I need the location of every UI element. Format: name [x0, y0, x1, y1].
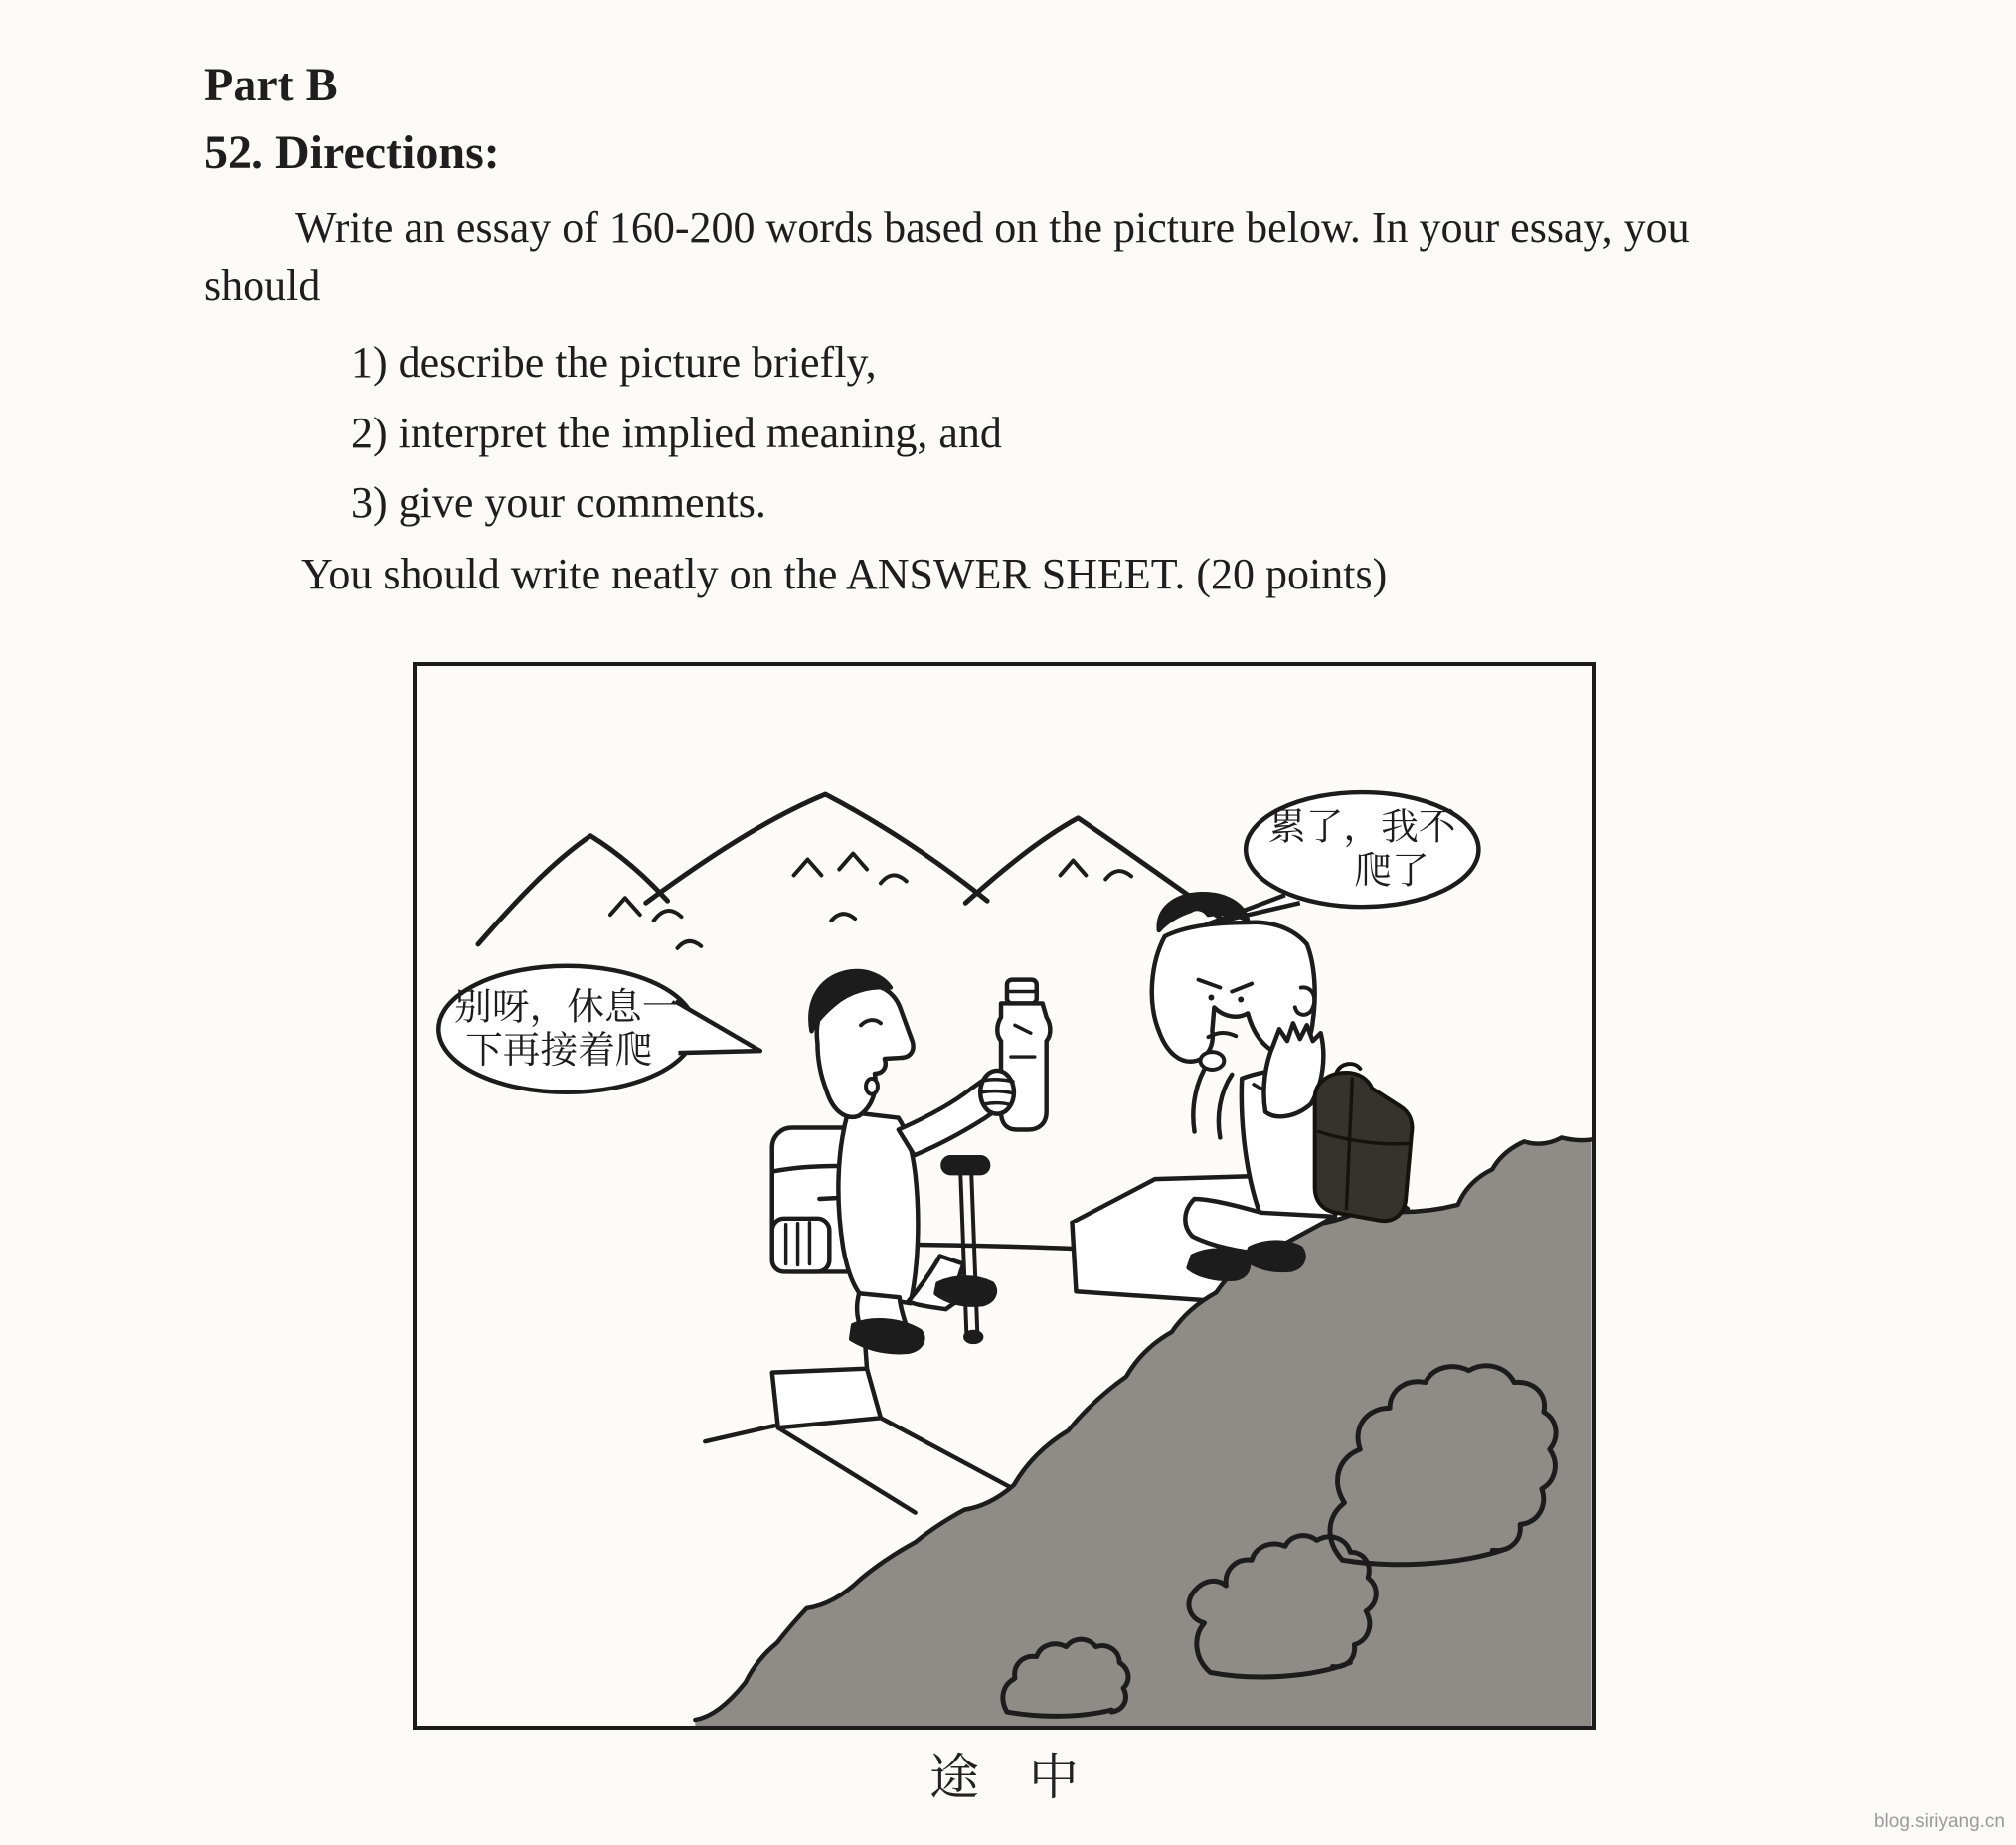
requirement-item-2: 2) interpret the implied meaning, and [351, 409, 1002, 457]
intro-line-1: Write an essay of 160-200 words based on the picture below. In your essay, you [295, 203, 1690, 252]
cartoon-caption: 途 中 [929, 1750, 1079, 1805]
intro-line-2: should [204, 261, 321, 310]
hiker-mouth [866, 1079, 878, 1094]
requirement-item-1: 1) describe the picture briefly, [351, 338, 877, 387]
watermark: blog.siriyang.cn [1873, 1811, 2005, 1832]
left-bubble-line2: 下再接着爬 [465, 1030, 653, 1073]
water-bottle [980, 980, 1050, 1130]
standing-hiker [772, 971, 1051, 1352]
right-speech-bubble [1206, 792, 1478, 924]
requirement-item-3: 3) give your comments. [351, 478, 766, 527]
right-bubble-line2: 爬了 [1354, 850, 1429, 893]
directions-heading [204, 127, 500, 180]
mountain-marks [610, 854, 1131, 948]
walking-stick [942, 1157, 988, 1342]
sitting-man-eye-left [1208, 995, 1214, 1001]
sitting-man-shoe-right [1246, 1243, 1303, 1270]
closing-line: You should write neatly on the ANSWER SHEET. (20 points) [301, 550, 1388, 598]
sitting-man-mouth [1208, 1033, 1236, 1037]
sitting-man-chin-hand [1201, 1052, 1225, 1070]
part-label: Part B [204, 59, 338, 111]
sitting-man-chin-arm [1193, 1063, 1232, 1137]
sitting-man-shoe-left [1189, 1251, 1249, 1279]
cartoon-figure [413, 662, 1596, 1730]
question-number: 52. [204, 126, 263, 179]
dark-bag [1315, 1064, 1413, 1221]
mountains [478, 794, 1252, 948]
left-bubble-line1: 别呀，休息一 [454, 986, 680, 1029]
directions-label: Directions: [275, 126, 500, 179]
left-speech-bubble [438, 966, 760, 1092]
right-bubble-line1: 累了，我不 [1268, 806, 1456, 849]
sitting-man-eye-right [1238, 997, 1244, 1003]
hiker-shoe-back [851, 1320, 923, 1352]
